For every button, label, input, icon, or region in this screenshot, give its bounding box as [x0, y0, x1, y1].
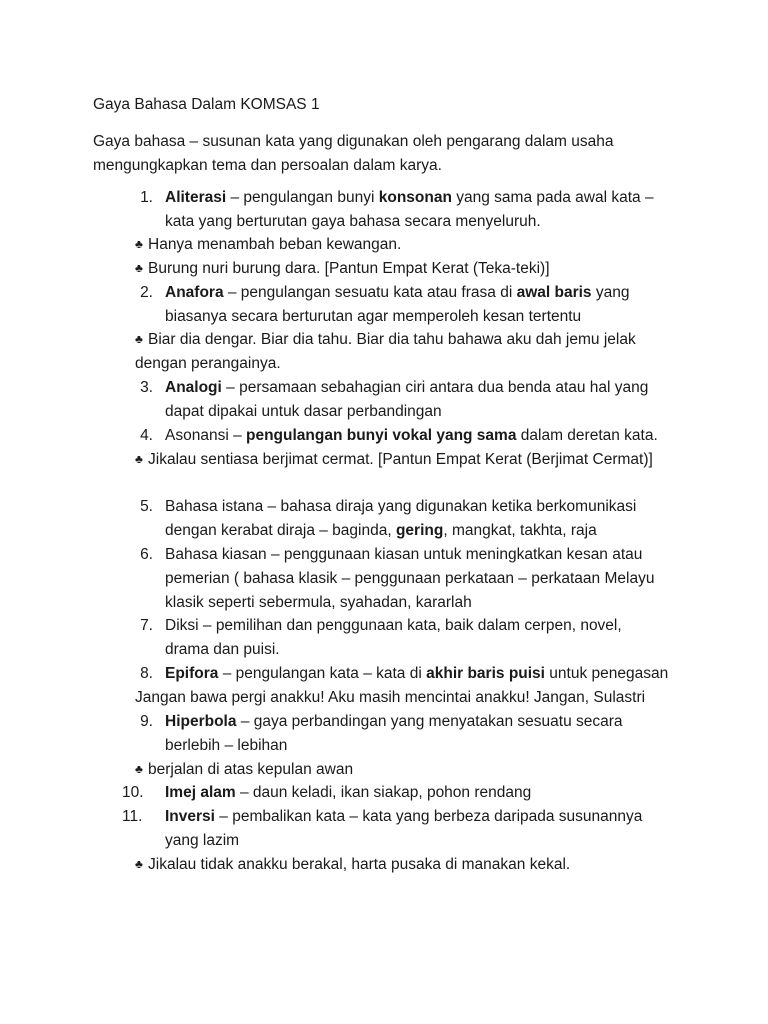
list-item-text [165, 424, 658, 448]
definition-text: dengan kerabat diraja – baginda, [165, 522, 396, 539]
list-number: 6. [140, 546, 153, 563]
definition-text: dapat dipakai untuk dasar perbandingan [165, 403, 442, 420]
club-bullet-icon: ♣ [135, 452, 143, 466]
definition-text: dalam deretan kata. [516, 427, 658, 444]
definition-text: kata yang berturutan gaya bahasa secara menyeluruh. [165, 213, 541, 230]
definition-text: Bahasa istana – bahasa diraja yang digunakan ketika berkomunikasi [165, 498, 637, 515]
definition-text: drama dan puisi. [165, 641, 280, 658]
definition-text: yang sama pada awal kata – [451, 189, 654, 206]
definition-text: – pembalikan kata – kata yang berbeza daripada susunannya [214, 808, 643, 825]
club-bullet-icon: ♣ [135, 261, 143, 275]
example-text: Jikalau tidak anakku berakal, harta pusaka di manakan kekal. [148, 856, 571, 873]
list-item-text [165, 805, 642, 829]
definition-text: biasanya secara berturutan agar memperoleh kesan tertentu [165, 308, 582, 325]
definition-text: klasik seperti sebermula, syahadan, kararlah [165, 594, 472, 611]
list-item-text [165, 662, 668, 686]
club-bullet-icon: ♣ [135, 237, 143, 251]
term-analogi: Analogi [165, 379, 222, 396]
example-text: Hanya menambah beban kewangan. [148, 236, 402, 253]
term-inversi: Inversi [165, 808, 215, 825]
emphasis-text: konsonan [378, 189, 452, 206]
list-item-text [165, 186, 654, 210]
list-number: 9. [140, 713, 153, 730]
example-text: Burung nuri burung dara. [Pantun Empat Kerat (Teka-teki)] [148, 260, 550, 277]
definition-text: – pengulangan sesuatu kata atau frasa di [223, 284, 517, 301]
definition-text: yang lazim [165, 832, 240, 849]
definition-text: Asonansi – [165, 427, 246, 444]
club-bullet-icon: ♣ [135, 332, 143, 346]
term-aliterasi: Aliterasi [165, 189, 227, 206]
definition-text: Diksi – pemilihan dan penggunaan kata, baik dalam cerpen, novel, [165, 617, 622, 634]
list-number: 10. [122, 784, 144, 801]
definition-text: , mangkat, takhta, raja [443, 522, 597, 539]
emphasis-text: pengulangan bunyi vokal yang sama [246, 427, 517, 444]
definition-text: yang [591, 284, 630, 301]
intro-paragraph: Gaya bahasa – susunan kata yang digunakan oleh pengarang dalam usaha mengungkapkan tema dan persoalan dalam karya. [93, 133, 614, 174]
example-text: Biar dia dengar. Biar dia tahu. Biar dia tahu bahawa aku dah jemu jelak dengan perangainya. [135, 331, 636, 372]
emphasis-text: akhir baris puisi [426, 665, 545, 682]
definition-text: – gaya perbandingan yang menyatakan sesuatu secara [236, 713, 623, 730]
example-paragraph [135, 328, 675, 376]
term-hiperbola: Hiperbola [165, 713, 237, 730]
list-number: 2. [140, 284, 153, 301]
definition-text: untuk penegasan [545, 665, 669, 682]
list-item-text [165, 281, 629, 305]
list-number: 3. [140, 379, 153, 396]
term-anafora: Anafora [165, 284, 224, 301]
club-bullet-icon: ♣ [135, 762, 143, 776]
definition-text: – daun keladi, ikan siakap, pohon rendang [235, 784, 532, 801]
list-item-text [165, 519, 597, 543]
list-number: 8. [140, 665, 153, 682]
example-text: berjalan di atas kepulan awan [148, 761, 354, 778]
list-number: 7. [140, 617, 153, 634]
term-epifora: Epifora [165, 665, 219, 682]
definition-text: – persamaan sebahagian ciri antara dua benda atau hal yang [221, 379, 649, 396]
list-item-text [165, 710, 623, 734]
emphasis-text: awal baris [516, 284, 592, 301]
list-number: 1. [140, 189, 153, 206]
list-number: 4. [140, 427, 153, 444]
example-text: Jangan bawa pergi anakku! Aku masih mencintai anakku! Jangan, Sulastri [135, 689, 646, 706]
club-bullet-icon: ♣ [135, 857, 143, 871]
definition-text: berlebih – lebihan [165, 737, 288, 754]
list-number: 11. [122, 808, 143, 825]
definition-text: – pengulangan bunyi [226, 189, 379, 206]
example-text: Jikalau sentiasa berjimat cermat. [Pantun Empat Kerat (Berjimat Cermat)] [148, 451, 653, 468]
term-imej-alam: Imej alam [165, 784, 236, 801]
list-item-text [165, 376, 648, 400]
document-title: Gaya Bahasa Dalam KOMSAS 1 [93, 96, 320, 113]
definition-text: pemerian ( bahasa klasik – penggunaan perkataan – perkataan Melayu [165, 570, 655, 587]
emphasis-text: gering [395, 522, 444, 539]
list-item-text [165, 781, 531, 805]
definition-text: Bahasa kiasan – penggunaan kiasan untuk meningkatkan kesan atau [165, 546, 643, 563]
definition-text: – pengulangan kata – kata di [218, 665, 427, 682]
list-number: 5. [140, 498, 153, 515]
